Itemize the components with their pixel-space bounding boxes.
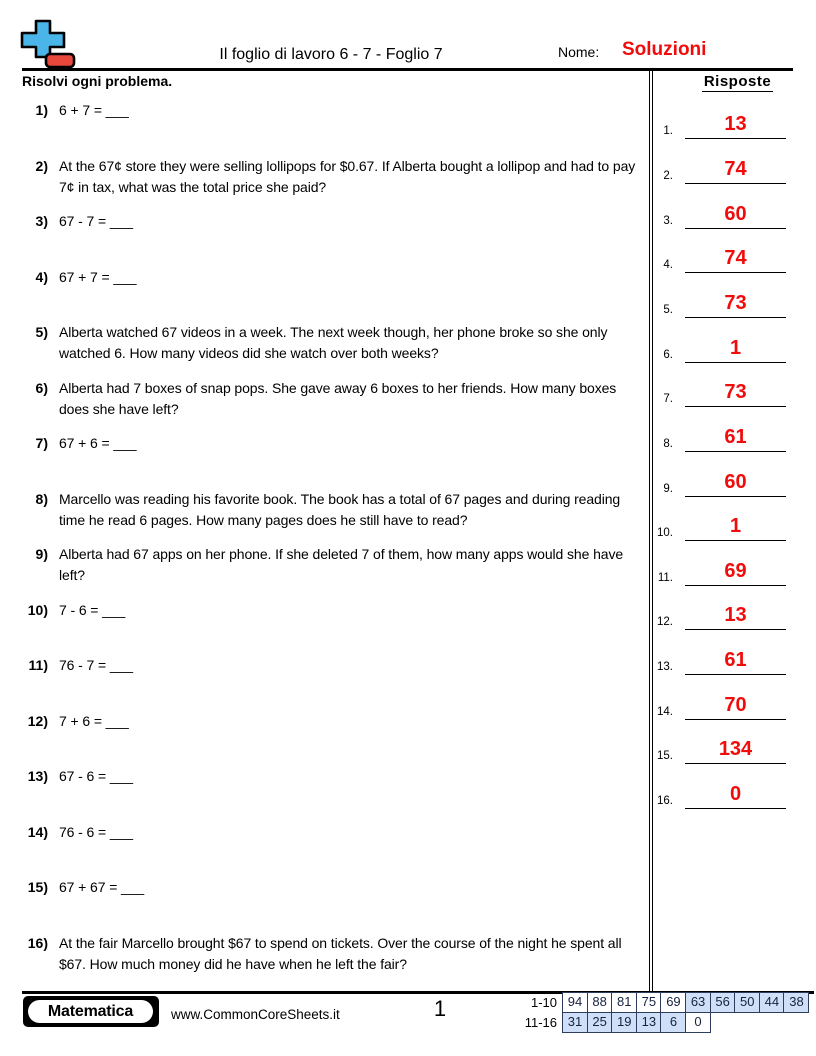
problem-number: 14) xyxy=(27,824,48,840)
brand-badge xyxy=(23,996,159,1027)
problem-number: 2) xyxy=(35,158,48,174)
problem-number: 7) xyxy=(35,435,48,451)
problem-text: Alberta had 7 boxes of snap pops. She gave away 6 boxes to her friends. How many boxes does she have left? xyxy=(59,380,617,417)
score-grid-cell: 81 xyxy=(611,992,637,1013)
problem-item xyxy=(22,433,638,454)
score-grid-row xyxy=(500,1012,809,1033)
problem-item xyxy=(22,822,638,843)
problem-item xyxy=(22,267,638,288)
website-url: www.CommonCoreSheets.it xyxy=(171,1007,340,1022)
answer-value: 60 xyxy=(724,471,747,493)
score-grid-cell: 50 xyxy=(734,992,760,1013)
problem-number: 11) xyxy=(28,657,48,673)
answer-row xyxy=(651,152,787,184)
answer-number: 14. xyxy=(657,706,673,718)
problem-item xyxy=(22,156,638,198)
problem-text: 76 - 7 = ___ xyxy=(59,657,133,673)
problem-text: Alberta had 67 apps on her phone. If she deleted 7 of them, how many apps would she have left? xyxy=(59,546,624,583)
answer-value: 1 xyxy=(729,337,742,359)
problem-text: 67 + 7 = ___ xyxy=(59,269,137,285)
answer-value: 73 xyxy=(724,292,747,314)
score-grid-cell: 63 xyxy=(685,992,711,1013)
problem-item xyxy=(22,766,638,787)
score-grid-cell: 13 xyxy=(636,1012,662,1033)
answer-blank-line xyxy=(685,406,786,407)
problem-text: Marcello was reading his favorite book. The book has a total of 67 pages and during reading time he read 6 pages. How many pages does he still have to read? xyxy=(59,491,621,528)
score-grid-cells xyxy=(562,992,809,1013)
problem-item xyxy=(22,711,638,732)
name-label: Nome: xyxy=(558,44,600,60)
answer-row xyxy=(651,554,787,586)
problem-number: 13) xyxy=(27,768,48,784)
answer-blank-line xyxy=(685,138,786,139)
answer-blank-line xyxy=(685,719,786,720)
answer-blank-line xyxy=(685,228,786,229)
answer-number: 12. xyxy=(657,616,673,628)
answer-blank-line xyxy=(685,808,786,809)
problem-text: 67 + 6 = ___ xyxy=(59,435,137,451)
brand-name: Matematica xyxy=(47,1002,134,1020)
instructions-text: Risolvi ogni problema. xyxy=(22,73,173,89)
answer-blank-line xyxy=(685,451,786,452)
answer-blank-line xyxy=(685,272,786,273)
problem-item xyxy=(22,211,638,232)
answer-number: 7. xyxy=(663,393,673,405)
answers-column-heading xyxy=(680,72,795,91)
answer-number: 1. xyxy=(663,125,673,137)
answer-blank-line xyxy=(685,496,786,497)
answer-value: 73 xyxy=(724,381,747,403)
answer-row xyxy=(651,777,787,809)
answer-blank-line xyxy=(685,674,786,675)
problem-number: 10) xyxy=(27,602,48,618)
problem-item xyxy=(22,378,638,420)
problem-item xyxy=(22,877,638,898)
score-grid-cell: 31 xyxy=(562,1012,588,1033)
answer-blank-line xyxy=(685,540,786,541)
problem-number: 16) xyxy=(27,935,48,951)
score-grid-cell: 6 xyxy=(660,1012,686,1033)
answer-value: 1 xyxy=(729,515,742,537)
score-grid-cell: 56 xyxy=(710,992,736,1013)
answer-number: 11. xyxy=(657,572,673,584)
problem-number: 5) xyxy=(35,324,48,340)
score-grid-cell: 75 xyxy=(636,992,662,1013)
score-grid-cell: 88 xyxy=(587,992,613,1013)
problem-text: 76 - 6 = ___ xyxy=(59,824,133,840)
answer-value: 60 xyxy=(724,203,747,225)
problem-number: 3) xyxy=(35,213,48,229)
answer-value: 134 xyxy=(718,738,753,760)
answer-row xyxy=(651,286,787,318)
answer-row xyxy=(651,465,787,497)
score-grid-cell: 25 xyxy=(587,1012,613,1033)
score-grid-row-label: 11-16 xyxy=(524,1014,557,1030)
brand-pill xyxy=(28,1000,153,1023)
problem-item xyxy=(22,655,638,676)
answer-value: 70 xyxy=(724,694,747,716)
solutions-value: Soluzioni xyxy=(622,39,707,60)
answer-number: 15. xyxy=(657,750,673,762)
problem-item xyxy=(22,933,638,975)
score-grid-cell: 38 xyxy=(783,992,809,1013)
problem-number: 1) xyxy=(35,102,48,118)
problem-text: 7 - 6 = ___ xyxy=(59,602,126,618)
score-grid-row-label: 1-10 xyxy=(530,995,557,1010)
worksheet-title: Il foglio di lavoro 6 - 7 - Foglio 7 xyxy=(219,46,443,63)
problem-number: 9) xyxy=(35,546,48,562)
answer-value: 74 xyxy=(724,247,747,269)
answer-number: 4. xyxy=(663,259,673,271)
answer-value: 61 xyxy=(724,426,747,448)
problem-item xyxy=(22,600,638,621)
answer-value: 61 xyxy=(724,649,747,671)
answer-row xyxy=(651,241,787,273)
answer-row xyxy=(651,598,787,630)
answer-row xyxy=(651,107,787,139)
answer-row xyxy=(651,331,787,363)
problem-item xyxy=(22,544,638,586)
problem-text: At the 67¢ store they were selling lollipops for $0.67. If Alberta bought a lollipop and had to pay 7¢ in tax, what was the total price she paid? xyxy=(59,158,636,195)
problem-text: At the fair Marcello brought $67 to spend on tickets. Over the course of the night he spent all $67. How much money did he have when he left the fair? xyxy=(59,935,622,972)
answer-number: 5. xyxy=(663,304,673,316)
problem-text: 6 + 7 = ___ xyxy=(59,102,129,118)
answer-row xyxy=(651,509,787,541)
answer-blank-line xyxy=(685,317,786,318)
answer-number: 2. xyxy=(663,170,673,182)
answer-value: 13 xyxy=(724,604,747,626)
score-grid-cell: 94 xyxy=(562,992,588,1013)
score-grid-cell: 0 xyxy=(685,1012,711,1033)
problem-item xyxy=(22,100,638,121)
problem-number: 6) xyxy=(35,380,48,396)
answer-number: 10. xyxy=(657,527,673,539)
answer-row xyxy=(651,375,787,407)
answer-blank-line xyxy=(685,763,786,764)
answer-value: 74 xyxy=(724,158,747,180)
answer-value: 0 xyxy=(729,783,742,805)
answer-number: 3. xyxy=(663,215,673,227)
answer-value: 13 xyxy=(724,113,747,135)
score-grid-row xyxy=(500,992,809,1013)
answer-blank-line xyxy=(685,585,786,586)
problem-text: 67 - 7 = ___ xyxy=(59,213,133,229)
problem-text: 67 - 6 = ___ xyxy=(59,768,133,784)
problem-text: 7 + 6 = ___ xyxy=(59,713,129,729)
answer-row xyxy=(651,643,787,675)
score-grid-cell: 19 xyxy=(611,1012,637,1033)
answer-row xyxy=(651,688,787,720)
answer-blank-line xyxy=(685,629,786,630)
score-grid-cells xyxy=(562,1012,711,1033)
answer-number: 8. xyxy=(663,438,673,450)
score-grid xyxy=(500,992,809,1033)
answer-value: 69 xyxy=(724,560,747,582)
problem-text: 67 + 67 = ___ xyxy=(59,879,145,895)
problem-number: 4) xyxy=(35,269,48,285)
problem-item xyxy=(22,322,638,364)
answer-blank-line xyxy=(685,183,786,184)
answer-row xyxy=(651,420,787,452)
score-grid-cell: 44 xyxy=(759,992,785,1013)
answer-number: 16. xyxy=(657,795,673,807)
score-grid-cell: 69 xyxy=(660,992,686,1013)
problem-number: 15) xyxy=(27,879,48,895)
answer-number: 9. xyxy=(663,483,673,495)
problem-number: 8) xyxy=(35,491,48,507)
answers-heading-text: Risposte xyxy=(703,73,772,90)
problem-number: 12) xyxy=(27,713,48,729)
answer-number: 13. xyxy=(657,661,673,673)
answer-blank-line xyxy=(685,362,786,363)
answer-row xyxy=(651,732,787,764)
problem-item xyxy=(22,489,638,531)
page-number: 1 xyxy=(433,996,447,1021)
answer-number: 6. xyxy=(663,349,673,361)
problem-text: Alberta watched 67 videos in a week. The next week though, her phone broke so she only watched 6. How many videos did she watch over both weeks? xyxy=(59,324,608,361)
answer-row xyxy=(651,197,787,229)
